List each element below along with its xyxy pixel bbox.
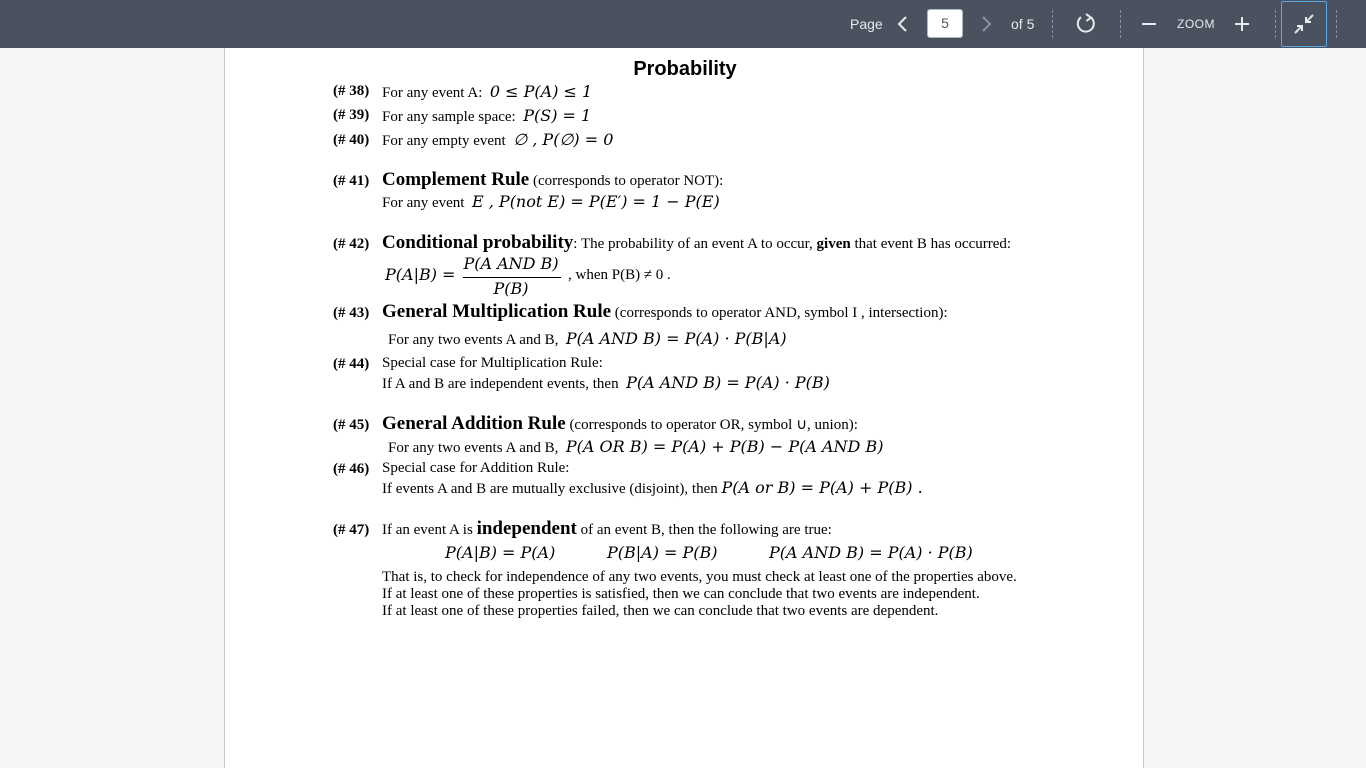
section-heading: General Addition Rule <box>382 413 566 434</box>
item-45-heading-line <box>382 413 858 435</box>
item-number: (# 39) <box>333 107 370 123</box>
item-40-line <box>382 130 613 150</box>
paragraph-line: If at least one of these properties is satisfied, then we can conclude that two events are independent. <box>382 586 980 602</box>
toolbar-separator <box>1052 10 1053 38</box>
section-heading: Conditional probability <box>382 232 574 253</box>
formula: P(A AND B) = P(A) · P(B|A) <box>565 329 787 348</box>
toolbar-separator <box>1275 10 1276 38</box>
section-heading: independent <box>476 518 577 539</box>
section-heading: General Multiplication Rule <box>382 301 612 322</box>
item-41-formula-line <box>382 192 720 212</box>
chevron-right-icon <box>978 16 994 32</box>
item-text: (corresponds to operator AND, symbol I , intersection): <box>614 305 948 321</box>
formula: P(B|A) = P(B) <box>607 543 718 562</box>
item-text: For any event <box>382 195 465 211</box>
item-text: For any two events A and B, <box>388 332 559 348</box>
paragraph-line: That is, to check for independence of any two events, you must check at least one of the properties above. <box>382 569 1017 585</box>
formula: E , P(not E) = P(E′) = 1 − P(E) <box>471 192 720 211</box>
item-45-formula-line <box>388 437 883 457</box>
zoom-in-button[interactable] <box>1224 6 1260 42</box>
item-number: (# 43) <box>333 305 370 321</box>
fraction-bar <box>463 277 561 278</box>
item-41-heading-line <box>382 169 723 191</box>
zoom-label: ZOOM <box>1177 17 1215 31</box>
exit-fullscreen-button[interactable] <box>1281 1 1327 47</box>
formula: 0 ≤ P(A) ≤ 1 <box>489 82 593 101</box>
item-number: (# 41) <box>333 173 370 189</box>
page-number-input[interactable]: 5 <box>927 9 963 38</box>
item-text: Special case for Multiplication Rule: <box>382 355 603 371</box>
item-number: (# 40) <box>333 132 370 148</box>
item-text: of an event B, then the following are true: <box>580 522 832 538</box>
item-43-heading-line <box>382 301 948 323</box>
formula: ∅ , P(∅) = 0 <box>513 130 614 149</box>
collapse-icon <box>1294 14 1314 34</box>
formula-denominator: P(B) <box>493 279 529 298</box>
item-text: Special case for Addition Rule: <box>382 460 570 476</box>
item-text: (corresponds to operator OR, symbol ∪, union): <box>569 417 858 433</box>
item-number: (# 42) <box>333 236 370 252</box>
item-text: For any empty event <box>382 133 506 149</box>
formula: P(S) = 1 <box>523 106 592 125</box>
formula: P(A AND B) = P(A) · P(B) <box>769 543 973 562</box>
formula-lhs: P(A|B) = <box>385 265 456 284</box>
toolbar-separator <box>1336 10 1337 38</box>
paragraph-line: If at least one of these properties failed, then we can conclude that two events are dependent. <box>382 603 939 619</box>
page-label: Page <box>850 16 883 32</box>
item-43-formula-line <box>388 329 787 349</box>
minus-icon <box>1141 16 1157 32</box>
pdf-toolbar <box>0 0 1366 48</box>
page-title: Probability <box>633 58 737 80</box>
rotate-button[interactable] <box>1068 6 1104 42</box>
item-text: For any two events A and B, <box>388 440 559 456</box>
item-39-line <box>382 106 591 126</box>
zoom-out-button[interactable] <box>1131 6 1167 42</box>
formula: P(A or B) = P(A) + P(B) . <box>721 478 923 497</box>
item-44-formula-line <box>382 373 830 393</box>
emphasis-text: given <box>816 236 851 252</box>
item-text: For any sample space: <box>382 109 516 125</box>
item-42-heading-line <box>382 232 1011 254</box>
item-text: For any event A: <box>382 85 483 101</box>
item-text: (corresponds to operator NOT): <box>532 173 724 189</box>
formula: P(A OR B) = P(A) + P(B) − P(A AND B) <box>565 437 884 456</box>
next-page-button[interactable] <box>968 6 1004 42</box>
item-number: (# 45) <box>333 417 370 433</box>
item-number: (# 47) <box>333 522 370 538</box>
formula-numerator: P(A AND B) <box>463 254 559 273</box>
item-46-formula-line <box>382 478 923 498</box>
item-38-line <box>382 82 592 102</box>
rotate-icon <box>1075 13 1097 35</box>
plus-icon <box>1234 16 1250 32</box>
toolbar-separator <box>1120 10 1121 38</box>
previous-page-button[interactable] <box>885 6 921 42</box>
item-number: (# 46) <box>333 461 370 477</box>
pdf-page <box>224 48 1144 768</box>
item-text: that event B has occurred: <box>854 236 1012 252</box>
formula: P(A|B) = P(A) <box>445 543 556 562</box>
section-heading: Complement Rule <box>382 169 530 190</box>
formula: P(A AND B) = P(A) · P(B) <box>626 373 830 392</box>
total-pages-label: of 5 <box>1011 16 1035 32</box>
formula-condition: , when P(B) ≠ 0 . <box>568 267 671 283</box>
item-number: (# 44) <box>333 356 370 372</box>
item-number: (# 38) <box>333 83 370 99</box>
item-text: : The probability of an event A to occur, <box>573 236 813 252</box>
item-text: If events A and B are mutually exclusive (disjoint), then <box>382 481 718 497</box>
item-text: If an event A is <box>382 522 473 538</box>
item-47-heading-line <box>382 518 832 540</box>
item-text: If A and B are independent events, then <box>382 376 619 392</box>
chevron-left-icon <box>895 16 911 32</box>
